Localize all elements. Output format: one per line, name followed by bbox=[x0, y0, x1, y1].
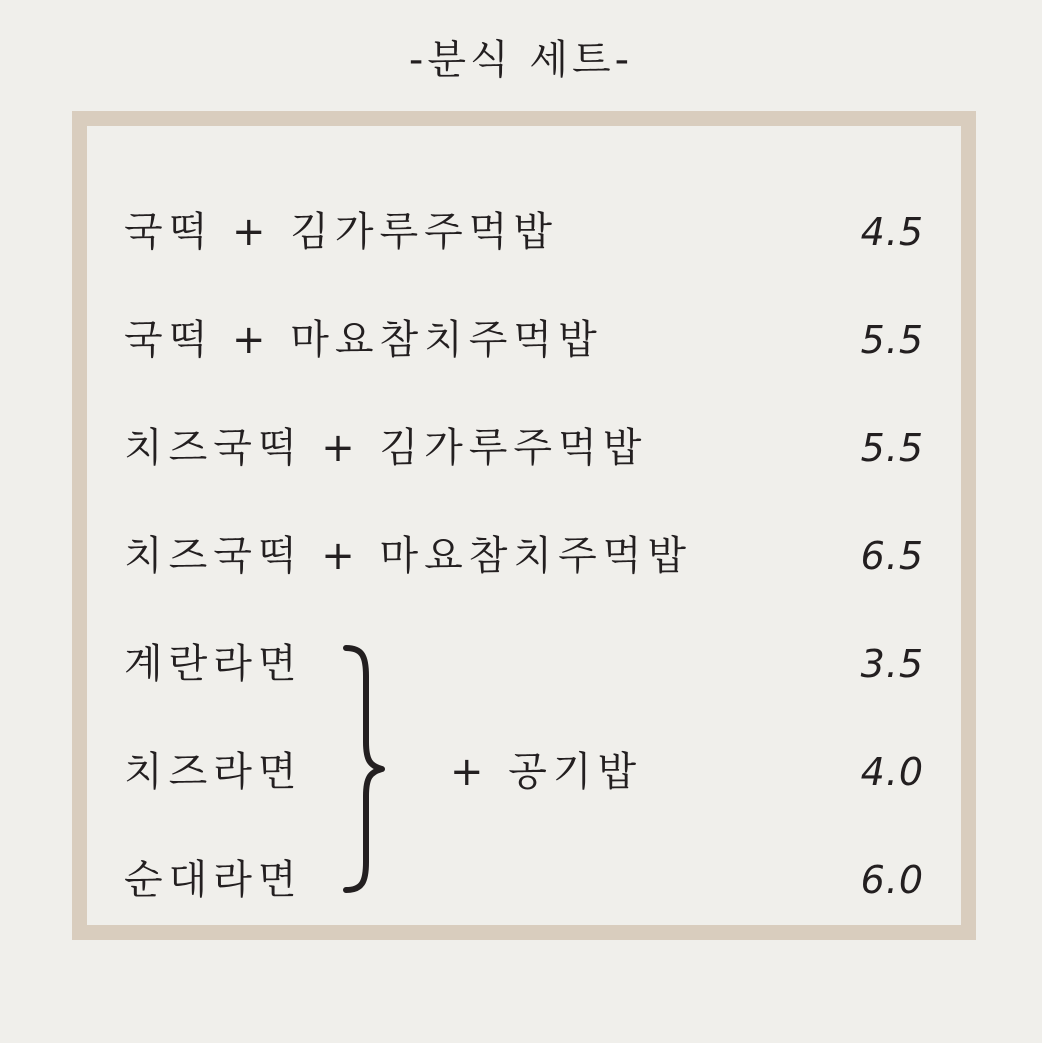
menu-item-name: 계란라면 bbox=[124, 641, 303, 687]
menu-item-price: 6.5 bbox=[860, 534, 924, 578]
menu-item-price: 3.5 bbox=[860, 642, 924, 686]
rice-addon-label: + 공기밥 bbox=[450, 749, 643, 795]
menu-item-price: 4.5 bbox=[860, 210, 924, 254]
menu-item-name: 국떡 + 마요참치주먹밥 bbox=[124, 317, 603, 363]
menu-item-name: 치즈국떡 + 마요참치주먹밥 bbox=[124, 533, 692, 579]
menu-item-price: 6.0 bbox=[860, 858, 924, 902]
menu-item-name: 치즈국떡 + 김가루주먹밥 bbox=[124, 425, 648, 471]
menu-item-price: 5.5 bbox=[860, 426, 924, 470]
menu-item-name: 순대라면 bbox=[124, 857, 303, 903]
curly-brace-icon bbox=[340, 642, 390, 897]
menu-item-price: 5.5 bbox=[860, 318, 924, 362]
menu-item-price: 4.0 bbox=[860, 750, 924, 794]
menu-item-name: 국떡 + 김가루주먹밥 bbox=[124, 209, 559, 255]
menu-item-name: 치즈라면 bbox=[124, 749, 303, 795]
menu-title: -분식 세트- bbox=[408, 37, 634, 83]
